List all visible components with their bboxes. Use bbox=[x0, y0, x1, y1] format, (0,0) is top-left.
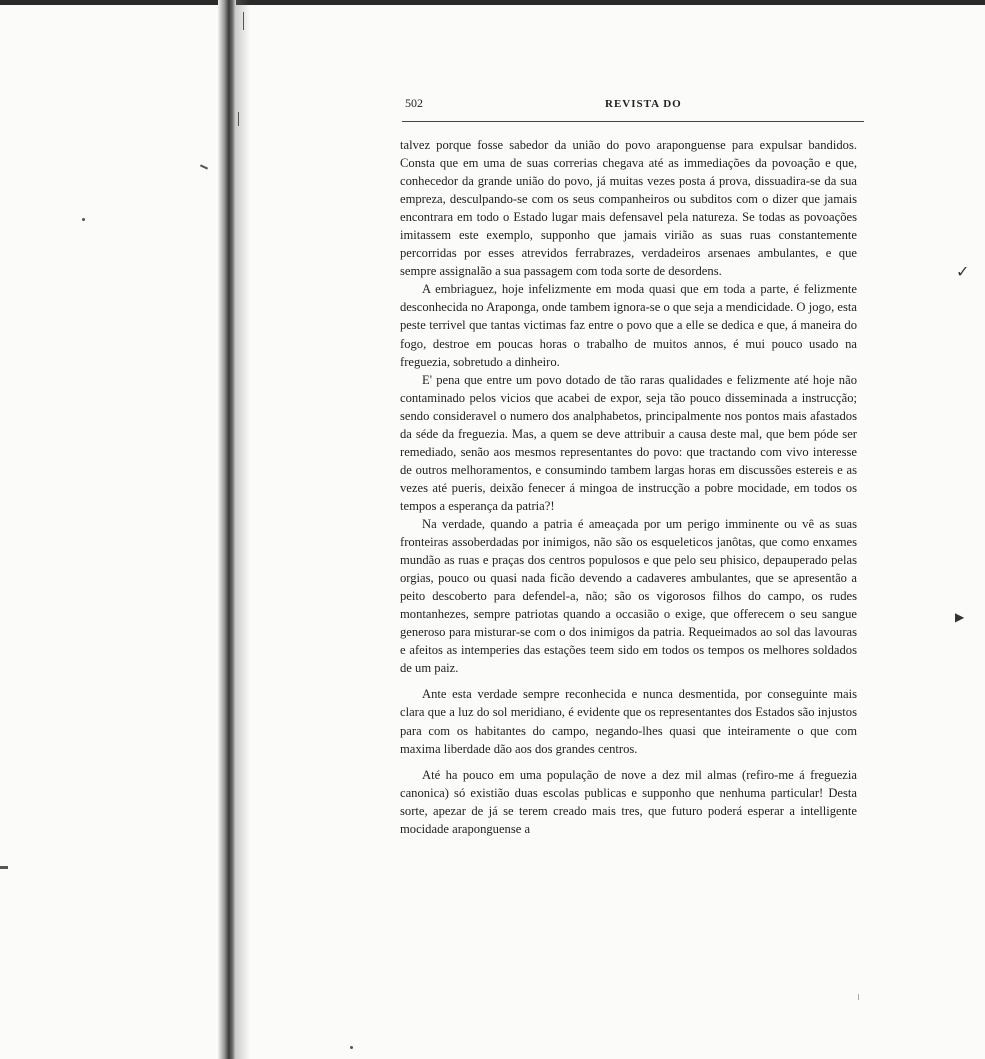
running-title: REVISTA DO bbox=[605, 98, 682, 110]
book-page bbox=[390, 90, 870, 836]
scan-mark bbox=[858, 994, 859, 1000]
paragraph: Até ha pouco em uma população de nove a dez mil almas (refiro-me á freguezia canonica) só existião duas escolas publicas e supponho que nenhuma particular! Desta sorte, apezar de já se terem creado mais tres, que futuro poderá esperar a intelligente mocidade araponguense a bbox=[400, 767, 857, 836]
paragraph: A embriaguez, hoje infelizmente em moda quasi que em toda a parte, é felizmente desconhecida no Araponga, onde tambem ignora-se o que seja a mendicidade. O jogo, esta peste terrivel que tantas victimas faz entre o povo que a elle se dedica e que, á maneira do fogo, destroe em poucas horas o trabalho de muitos annos, é mui pouco usado na freguezia, sobretudo a dinheiro. bbox=[400, 282, 857, 369]
header-rule bbox=[402, 121, 864, 122]
margin-check-mark: ✓ bbox=[956, 264, 970, 281]
page-header bbox=[390, 90, 870, 112]
scan-mark bbox=[243, 12, 244, 30]
book-binding-gutter bbox=[218, 0, 236, 1059]
scan-mark bbox=[238, 112, 239, 126]
margin-pointer-mark: ▶ bbox=[955, 610, 965, 624]
scan-mark bbox=[350, 1046, 353, 1049]
scan-mark bbox=[82, 218, 85, 221]
paragraph: talvez porque fosse sabedor da união do povo araponguense para expulsar bandidos. Consta que em uma de suas correrias chegava até as immediações da povoação e que, conhecedor da grande união do povo, já muitas vezes posta á prova, dissuadira-se da sua empreza, desculpando-se com os seus companheiros ou subditos com o dizer que jamais encontrara em todo o Estado lugar mais defensavel pela natureza. Se todas as povoações imitassem este exemplo, supponho que jamais virião as suas ruas constantemente percorridas por esses atrevidos ferrabrazes, verdadeiros arsenaes ambulantes, e que sempre assignalão a sua passagem com toda sorte de desordens. bbox=[400, 138, 857, 279]
page-number: 502 bbox=[405, 96, 423, 110]
paragraph: Na verdade, quando a patria é ameaçada por um perigo imminente ou vê as suas fronteiras assoberdadas por inimigos, não são os esqueleticos janôtas, que como enxames mundão as ruas e praças dos centros populosos e que pelo seu phisico, depauperado pelas orgias, pouco ou quasi nada ficão devendo a cadaveres ambulantes, que se apresentão a peito descoberto para defendel-a, não; são os vigorosos filhos do campo, os rudes montanhezes, sempre patriotas quando a occasião o exige, que offerecem o seu sangue generoso para misturar-se com o dos inimigos da patria. Requeimados ao sol das lavouras e afeitos as intemperies das estações teem sido em todos os tempos os melhores soldados de um paiz. bbox=[400, 516, 857, 676]
scan-mark bbox=[0, 866, 8, 869]
scan-top-border bbox=[0, 0, 985, 5]
gutter-shadow bbox=[236, 0, 250, 1059]
paragraph: E' pena que entre um povo dotado de tão raras qualidades e felizmente até hoje não contaminado pelos vicios que acabei de expor, seja tão pouco disseminada a instrucção; sendo consideravel o numero dos analphabetos, principalmente nos pontos mais afastados da séde da freguezia. Mas, a quem se deve attribuir a causa deste mal, que bem póde ser remediado, senão aos mesmos representantes do povo: que tractando com vivo interesse de outros melhoramentos, e consumindo tambem largas horas em discussões estereis e as vezes até pueris, deixão fenecer á mingoa de instrucção a pobre mocidade, em todos os tempos a esperança da patria?! bbox=[400, 372, 857, 513]
scan-mark bbox=[200, 164, 208, 169]
body-text bbox=[400, 136, 857, 838]
paragraph: Ante esta verdade sempre reconhecida e nunca desmentida, por conseguinte mais clara que a luz do sol meridiano, é evidente que os representantes dos Estados são injustos para com os habitantes do campo, negando-lhes quasi que inteiramente o que com maxima liberdade dão aos dos grandes centros. bbox=[400, 687, 857, 756]
